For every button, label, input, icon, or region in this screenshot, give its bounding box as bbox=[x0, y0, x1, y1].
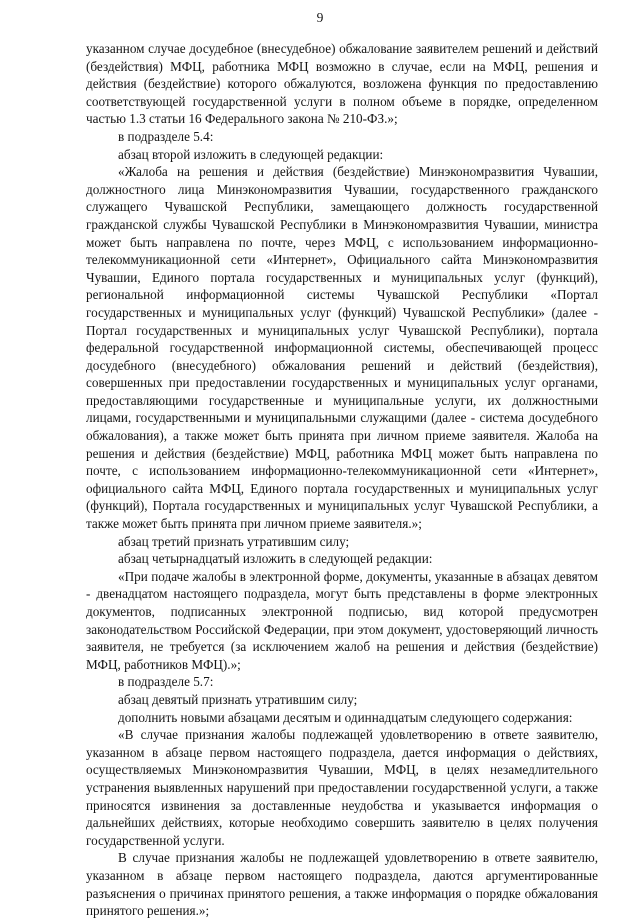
paragraph-rejected-complaint: В случае признания жалобы не подлежащей удовлетворению в ответе заявителю, указанном в абзаце первом настоящего подраздела, даются аргументированные разъяснения о причинах принятого решения, а также информация о порядке обжалования принятого решения.»; bbox=[86, 850, 598, 919]
document-body bbox=[86, 40, 598, 920]
paragraph-electronic-form: «При подаче жалобы в электронной форме, документы, указанные в абзацах девятом - двенадцатом настоящего подраздела, могут быть представлены в форме электронных документов, подписанных электронной подписью, вид которой предусмотрен законодательством Российской Федерации, при этом документ, удостоверяющий личность заявителя, не требуется (за исключением жалоб на решения и действия (бездействие) МФЦ, работников МФЦ).»; bbox=[86, 568, 598, 672]
paragraph-instruction: абзац второй изложить в следующей редакции: bbox=[118, 146, 384, 162]
paragraph-complaint-text: «Жалоба на решения и действия (бездействие) Минэкономразвития Чувашии, должностного лица Минэкономразвития Чувашии, государственного гражданского служащего Чувашской Республики, замещающего должность государственной гражданской службы Чувашской Республики в Минэкономразвития Чувашии, министра может быть направлена по почте, через МФЦ, с использованием информационно-телекоммуникационной сети «Интернет», Официального сайта Минэкономразвития Чувашии, Единого портала государственных и муниципальных услуг (функций), региональной информационной системы Чувашской Республики «Портал государственных и муниципальных услуг (функций) Чувашской Республики» (далее - Портал государственных и муниципальных услуг Чувашской Республики), портала федеральной государственной информационной системы, обеспечивающей процесс досудебного (внесудебного) обжалования решений и действий (бездействия), совершенных при предоставлении государственных и муниципальных услуг органами, предоставляющими государственные и муниципальные услуги, их должностными лицами, государственными и муниципальными служащими (далее - система досудебного обжалования), а также может быть принята при личном приеме заявителя. Жалоба на решения и действия (бездействие) МФЦ, работника МФЦ может быть направлена по почте, с использованием информационно-телекоммуникационной сети «Интернет», официального сайта МФЦ, Единого портала государственных и муниципальных услуг (функций), Портала государственных и муниципальных услуг Чувашской Республики, а также может быть принята при личном приеме заявителя.»; bbox=[86, 164, 598, 532]
page-number: 9 bbox=[316, 10, 324, 25]
paragraph-instruction: абзац девятый признать утратившим силу; bbox=[118, 691, 358, 707]
paragraph-continuation: указанном случае досудебное (внесудебное) обжалование заявителем решений и действий (бездействия) МФЦ, работника МФЦ возможно в случае, если на МФЦ, решения и действия (бездействие) которого обжалуются, возложена функция по предоставлению соответствующей государственной услуги в полном объеме в порядке, определенном частью 1.3 статьи 16 Федерального закона № 210-ФЗ.»; bbox=[86, 41, 598, 127]
paragraph-instruction: абзац четырнадцатый изложить в следующей редакции: bbox=[118, 551, 433, 567]
paragraph-subsection-5-7: в подразделе 5.7: bbox=[118, 674, 214, 690]
paragraph-instruction: дополнить новыми абзацами десятым и одиннадцатым следующего содержания: bbox=[118, 709, 573, 725]
paragraph-satisfied-complaint: «В случае признания жалобы подлежащей удовлетворению в ответе заявителю, указанном в абзаце первом настоящего подраздела, дается информация о действиях, осуществляемых Минэкономразвития Чувашии, МФЦ, в целях незамедлительного устранения выявленных нарушений при предоставлении государственной услуги, а также приносятся извинения за доставленные неудобства и указывается информация о дальнейших действиях, которые необходимо совершить заявителю в целях получения государственной услуги. bbox=[86, 727, 598, 848]
paragraph-instruction: абзац третий признать утратившим силу; bbox=[118, 533, 350, 549]
paragraph-subsection-5-4: в подразделе 5.4: bbox=[118, 128, 214, 144]
